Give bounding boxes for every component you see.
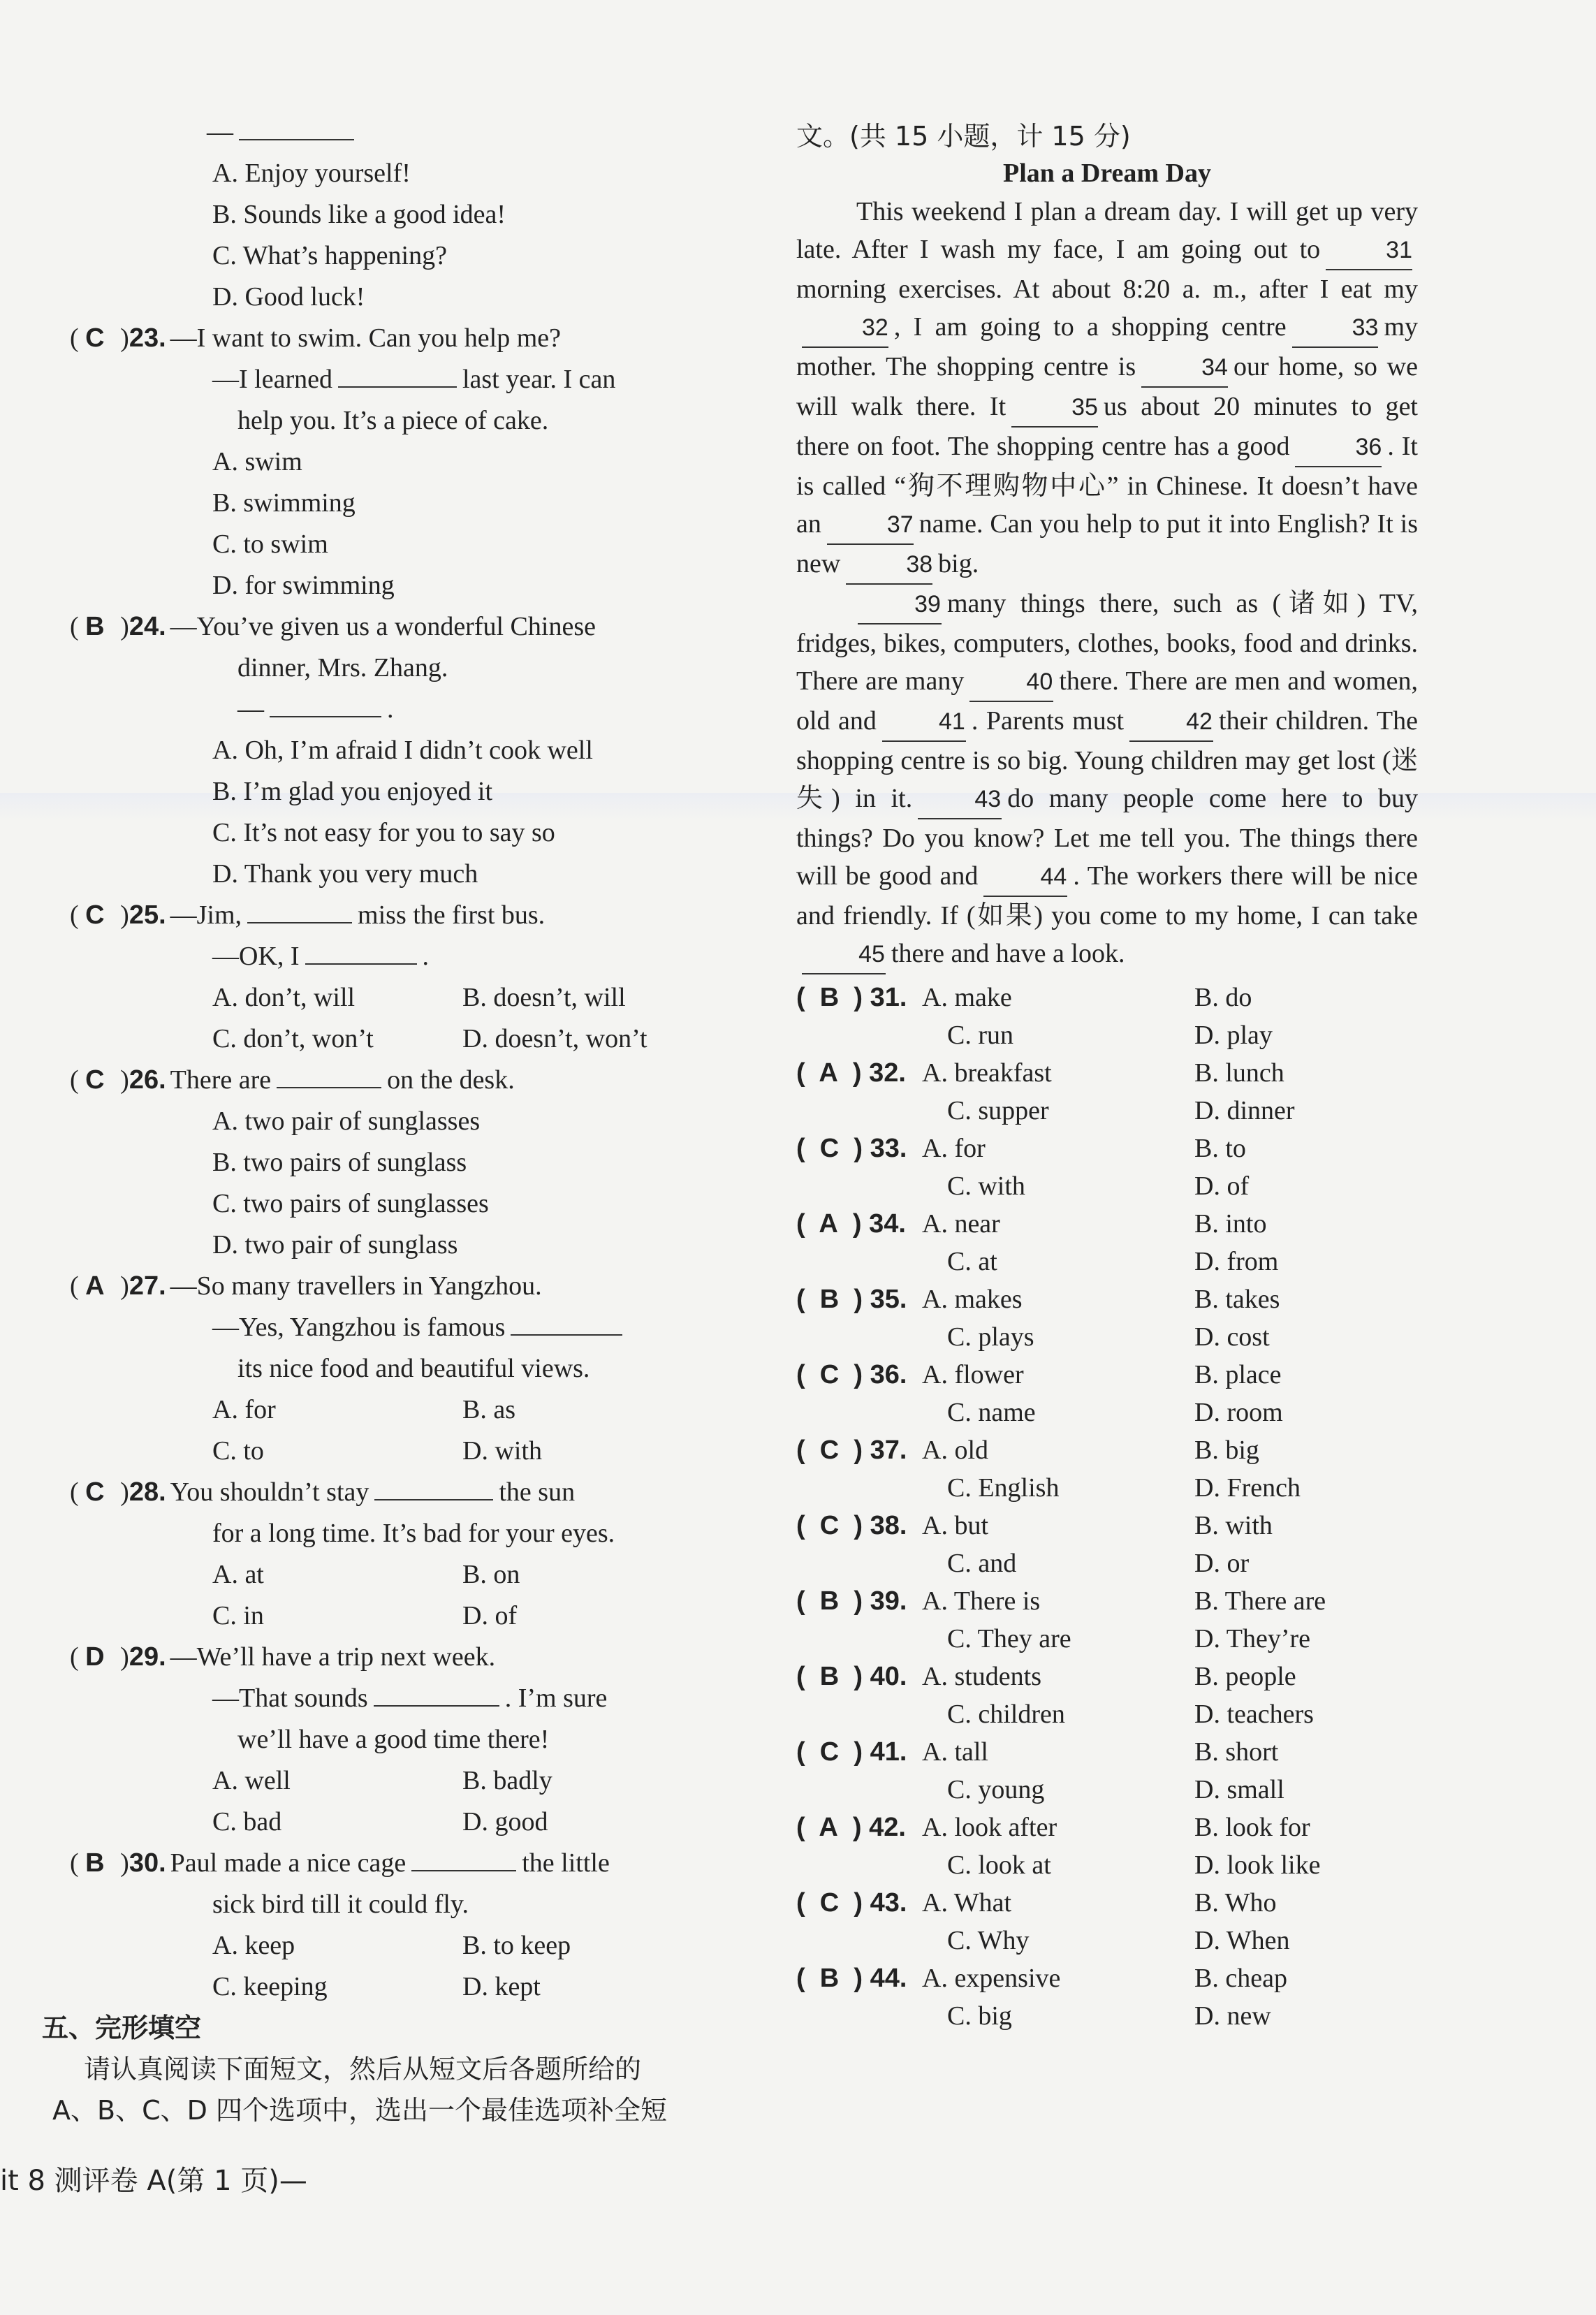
option: B. There are bbox=[1194, 1586, 1326, 1616]
answer-row bbox=[796, 1130, 1418, 1167]
page-footer: it 8 测评卷 A(第 1 页)— bbox=[0, 2165, 307, 2197]
option-row bbox=[70, 1966, 712, 2008]
question-26: ( C )26. There are on the desk. bbox=[70, 1060, 712, 1101]
option: C. to bbox=[212, 1436, 264, 1466]
answer-row bbox=[796, 1318, 1418, 1356]
question-text: the little bbox=[522, 1848, 610, 1878]
option-row bbox=[70, 1018, 712, 1060]
passage-paragraph-1 bbox=[796, 193, 1418, 585]
cloze-blank: 31 bbox=[1326, 231, 1412, 270]
question-text bbox=[70, 359, 712, 400]
cloze-blank: 36 bbox=[1295, 428, 1382, 467]
question-text: —I want to swim. Can you help me? bbox=[170, 323, 561, 353]
passage-text: . It is called “狗不理购物中心” in Chinese. It doesn’t have an bbox=[796, 432, 1418, 539]
answer-row bbox=[796, 1167, 1418, 1205]
option: C. They are bbox=[947, 1624, 1071, 1653]
question-text-part: —That sounds bbox=[212, 1684, 368, 1713]
option: A. breakfast bbox=[922, 1058, 1052, 1088]
answer-mark: ( B ) 39. bbox=[796, 1586, 907, 1616]
option: C. bad bbox=[212, 1807, 282, 1836]
spacer bbox=[796, 1771, 947, 1809]
question-number: 29. bbox=[129, 1642, 166, 1672]
option: D. Thank you very much bbox=[212, 859, 478, 889]
question-text: dinner, Mrs. Zhang. bbox=[237, 653, 448, 682]
answer-mark: ( B ) 44. bbox=[796, 1964, 907, 1993]
spacer bbox=[796, 1394, 947, 1431]
question-number: 26. bbox=[129, 1065, 166, 1095]
option: D. good bbox=[462, 1807, 548, 1836]
passage-text: there. There are men and women, old and bbox=[796, 666, 1418, 736]
option: C. It’s not easy for you to say so bbox=[212, 818, 555, 847]
answer-row bbox=[796, 1846, 1418, 1884]
answer-mark: ( A ) 42. bbox=[796, 1813, 906, 1842]
option: B. I’m glad you enjoyed it bbox=[212, 777, 493, 806]
question-text: we’ll have a good time there! bbox=[237, 1725, 550, 1754]
option: A. There is bbox=[922, 1586, 1041, 1616]
question-text: Paul made a nice cage bbox=[170, 1848, 407, 1878]
option: D. for swimming bbox=[212, 571, 395, 600]
option: D. with bbox=[462, 1436, 542, 1466]
option: B. short bbox=[1194, 1737, 1279, 1767]
passage-text: their children. The shopping centre is so big. Young children may get lost (迷失) in it. bbox=[796, 706, 1418, 813]
cloze-blank: 39 bbox=[858, 585, 942, 625]
option: D. of bbox=[462, 1601, 518, 1630]
answer-mark: ( C ) 37. bbox=[796, 1436, 907, 1465]
option: A. for bbox=[922, 1134, 986, 1163]
answer-row bbox=[796, 1922, 1418, 1959]
answer-mark: D bbox=[85, 1642, 109, 1672]
question-text: help you. It’s a piece of cake. bbox=[237, 406, 549, 435]
option: D. teachers bbox=[1194, 1700, 1314, 1729]
option: A. well bbox=[212, 1766, 291, 1795]
question-number: 30. bbox=[129, 1848, 166, 1878]
question-23: ( C )23. —I want to swim. Can you help me? bbox=[70, 318, 712, 359]
spacer bbox=[796, 1695, 947, 1733]
question-28: ( C )28. You shouldn’t stay the sun bbox=[70, 1472, 712, 1513]
option: C. supper bbox=[947, 1096, 1049, 1125]
answer-mark: ( B ) 31. bbox=[796, 983, 907, 1012]
answer-mark: ( C ) 41. bbox=[796, 1737, 907, 1767]
question-text-part: . I’m sure bbox=[504, 1684, 608, 1713]
answer-row bbox=[796, 1469, 1418, 1507]
option: A. expensive bbox=[922, 1964, 1061, 1993]
option: B. people bbox=[1194, 1662, 1296, 1691]
passage-text: big. bbox=[938, 549, 979, 578]
answer-row bbox=[796, 1733, 1418, 1771]
question-text: for a long time. It’s bad for your eyes. bbox=[212, 1519, 615, 1548]
answer-mark: B bbox=[85, 612, 109, 641]
section-title: 五、完形填空 bbox=[42, 2013, 202, 2043]
option: C. in bbox=[212, 1601, 264, 1630]
cloze-blank: 40 bbox=[969, 663, 1053, 702]
spacer bbox=[796, 1092, 947, 1130]
question-text-part: —OK, I bbox=[212, 942, 300, 971]
option: A. keep bbox=[212, 1931, 295, 1960]
answer-mark: ( C ) 43. bbox=[796, 1888, 907, 1918]
cloze-blank: 33 bbox=[1292, 309, 1379, 348]
answer-mark: C bbox=[85, 1477, 109, 1507]
answer-mark: ( B ) 40. bbox=[796, 1662, 907, 1691]
right-column bbox=[796, 119, 1418, 2035]
option: D. room bbox=[1194, 1398, 1283, 1427]
option: B. big bbox=[1194, 1436, 1259, 1465]
answer-row bbox=[796, 1394, 1418, 1431]
answer-row bbox=[796, 1205, 1418, 1243]
answer-row bbox=[796, 1054, 1418, 1092]
question-text: —We’ll have a trip next week. bbox=[170, 1642, 496, 1672]
option: A. Oh, I’m afraid I didn’t cook well bbox=[212, 736, 593, 765]
option: B. on bbox=[462, 1560, 520, 1589]
passage-title: Plan a Dream Day bbox=[1003, 159, 1211, 188]
instructions: A、B、C、D 四个选项中，选出一个最佳选项补全短 bbox=[52, 2095, 667, 2126]
q22-answer-blank: — bbox=[70, 112, 712, 153]
option: A. don’t, will bbox=[212, 983, 356, 1012]
answer-mark: ( C ) 36. bbox=[796, 1360, 907, 1389]
cloze-blank: 38 bbox=[846, 546, 932, 585]
question-text: —OK, I . bbox=[70, 936, 712, 977]
question-text: its nice food and beautiful views. bbox=[237, 1354, 590, 1383]
cloze-blank: 42 bbox=[1129, 703, 1213, 742]
option-row bbox=[70, 1760, 712, 1802]
option: B. into bbox=[1194, 1209, 1267, 1239]
option: B. lunch bbox=[1194, 1058, 1284, 1088]
instructions: 请认真阅读下面短文，然后从短文后各题所给的 bbox=[84, 2054, 642, 2084]
passage-text: This weekend I plan a dream day. I will get up very late. After I wash my face, I am going out to bbox=[796, 197, 1418, 264]
spacer bbox=[796, 1469, 947, 1507]
spacer bbox=[796, 1922, 947, 1959]
option: D. of bbox=[1194, 1171, 1250, 1201]
option: C. run bbox=[947, 1021, 1013, 1050]
option: C. to swim bbox=[212, 530, 328, 559]
option: D. kept bbox=[462, 1972, 541, 2001]
option: B. swimming bbox=[212, 488, 356, 518]
answer-row bbox=[796, 1809, 1418, 1846]
q22-option: B. Sounds like a good idea! bbox=[212, 200, 506, 229]
option: C. and bbox=[947, 1549, 1017, 1578]
option: B. do bbox=[1194, 983, 1252, 1012]
question-25: ( C )25. —Jim, miss the first bus. bbox=[70, 895, 712, 936]
cloze-blank: 37 bbox=[827, 506, 914, 545]
option-row bbox=[70, 1554, 712, 1595]
answers-container bbox=[796, 979, 1418, 2035]
question-text bbox=[70, 1678, 712, 1719]
cloze-blank: 34 bbox=[1141, 349, 1228, 388]
answer-row bbox=[796, 1280, 1418, 1318]
question-number: 24. bbox=[129, 612, 166, 641]
option-row bbox=[70, 1925, 712, 1966]
option: C. two pairs of sunglasses bbox=[212, 1189, 489, 1218]
option: C. don’t, won’t bbox=[212, 1024, 374, 1053]
option: C. look at bbox=[947, 1850, 1051, 1880]
question-text-part: —Yes, Yangzhou is famous bbox=[212, 1313, 506, 1342]
answer-mark: ( C ) 38. bbox=[796, 1511, 907, 1540]
option: D. from bbox=[1194, 1247, 1279, 1276]
question-number: 27. bbox=[129, 1271, 166, 1301]
spacer bbox=[796, 1318, 947, 1356]
option: B. takes bbox=[1194, 1285, 1280, 1314]
question-24: ( B )24. —You’ve given us a wonderful Chinese bbox=[70, 606, 712, 648]
option: B. with bbox=[1194, 1511, 1273, 1540]
answer-row bbox=[796, 1771, 1418, 1809]
option: A. flower bbox=[922, 1360, 1024, 1389]
option: C. children bbox=[947, 1700, 1065, 1729]
answer-list bbox=[796, 979, 1418, 2035]
question-text bbox=[70, 1307, 712, 1348]
question-text: —You’ve given us a wonderful Chinese bbox=[170, 612, 596, 641]
option: C. with bbox=[947, 1171, 1025, 1201]
cloze-blank: 32 bbox=[802, 309, 888, 348]
q22-option: C. What’s happening? bbox=[212, 241, 447, 270]
question-number: 28. bbox=[129, 1477, 166, 1507]
passage-paragraph-2 bbox=[796, 585, 1418, 974]
option: D. small bbox=[1194, 1775, 1284, 1804]
option: A. old bbox=[922, 1436, 988, 1465]
answer-mark: C bbox=[85, 323, 109, 353]
passage-text: . Parents must bbox=[971, 706, 1125, 736]
passage-text: my mother. The shopping centre is bbox=[796, 312, 1418, 381]
option: A. near bbox=[922, 1209, 1000, 1239]
option: B. doesn’t, will bbox=[462, 983, 626, 1012]
option: B. cheap bbox=[1194, 1964, 1287, 1993]
option: D. new bbox=[1194, 2001, 1271, 2031]
answer-mark: A bbox=[85, 1271, 109, 1301]
answer-row bbox=[796, 1092, 1418, 1130]
option: C. Why bbox=[947, 1926, 1030, 1955]
option: D. look like bbox=[1194, 1850, 1321, 1880]
question-text: the sun bbox=[499, 1477, 576, 1507]
question-text-part: —I learned bbox=[212, 365, 332, 394]
q22-option: D. Good luck! bbox=[212, 282, 365, 312]
option: C. English bbox=[947, 1473, 1060, 1503]
instructions-tail: 文。(共 15 小题，计 15 分) bbox=[796, 121, 1131, 152]
option: B. place bbox=[1194, 1360, 1282, 1389]
option: A. but bbox=[922, 1511, 988, 1540]
question-text: You shouldn’t stay bbox=[170, 1477, 369, 1507]
option: B. Who bbox=[1194, 1888, 1277, 1918]
question-text-part: last year. I can bbox=[462, 365, 616, 394]
option: A. makes bbox=[922, 1285, 1023, 1314]
option-row bbox=[70, 1595, 712, 1637]
answer-row bbox=[796, 1582, 1418, 1620]
answer-row bbox=[796, 1507, 1418, 1544]
passage-text: , I am going to a shopping centre bbox=[893, 312, 1287, 342]
answer-mark: ( A ) 34. bbox=[796, 1209, 906, 1239]
passage-text: there and have a look. bbox=[891, 939, 1125, 968]
passage-text: us about 20 minutes to get there on foot. The shopping centre has a good bbox=[796, 392, 1418, 461]
question-27: ( A )27. —So many travellers in Yangzhou. bbox=[70, 1266, 712, 1307]
question-text: —Jim, bbox=[170, 900, 242, 930]
option: D. When bbox=[1194, 1926, 1290, 1955]
passage-text: many things there, such as (诸如) TV, fridges, bikes, computers, clothes, books, food and drinks. There are many bbox=[796, 589, 1418, 696]
option: B. look for bbox=[1194, 1813, 1310, 1842]
spacer bbox=[796, 1846, 947, 1884]
answer-row bbox=[796, 1620, 1418, 1658]
question-text: —So many travellers in Yangzhou. bbox=[170, 1271, 542, 1301]
option: C. name bbox=[947, 1398, 1036, 1427]
cloze-blank: 41 bbox=[882, 703, 966, 742]
option: D. play bbox=[1194, 1021, 1273, 1050]
question-text: miss the first bus. bbox=[358, 900, 546, 930]
question-number: 25. bbox=[129, 900, 166, 930]
left-column bbox=[42, 112, 712, 2131]
option: A. students bbox=[922, 1662, 1041, 1691]
question-30: ( B )30. Paul made a nice cage the little bbox=[70, 1843, 712, 1884]
option: A. tall bbox=[922, 1737, 988, 1767]
option-row bbox=[70, 1431, 712, 1472]
option: D. French bbox=[1194, 1473, 1301, 1503]
option: A. look after bbox=[922, 1813, 1057, 1842]
cloze-blank: 43 bbox=[918, 780, 1002, 819]
spacer bbox=[796, 1620, 947, 1658]
passage-text: our home, so we will walk there. It bbox=[796, 352, 1418, 421]
spacer bbox=[796, 1016, 947, 1054]
answer-row bbox=[796, 1658, 1418, 1695]
answer-blank: — . bbox=[70, 689, 712, 730]
option: C. keeping bbox=[212, 1972, 328, 2001]
option: C. plays bbox=[947, 1322, 1034, 1352]
spacer bbox=[796, 1243, 947, 1280]
passage-text: morning exercises. At about 8:20 a. m., after I eat my bbox=[796, 275, 1418, 304]
option: D. doesn’t, won’t bbox=[462, 1024, 647, 1053]
answer-row bbox=[796, 979, 1418, 1016]
option-row bbox=[70, 1802, 712, 1843]
answer-row bbox=[796, 1884, 1418, 1922]
answer-row bbox=[796, 1016, 1418, 1054]
option: B. as bbox=[462, 1395, 515, 1424]
cloze-blank: 45 bbox=[802, 935, 886, 974]
option: C. at bbox=[947, 1247, 997, 1276]
option: A. What bbox=[922, 1888, 1012, 1918]
option: B. to bbox=[1194, 1134, 1246, 1163]
answer-row bbox=[796, 1243, 1418, 1280]
answer-mark: ( A ) 32. bbox=[796, 1058, 906, 1088]
spacer bbox=[796, 1544, 947, 1582]
option: D. two pair of sunglass bbox=[212, 1230, 458, 1259]
option: B. two pairs of sunglass bbox=[212, 1148, 467, 1177]
answer-row bbox=[796, 1544, 1418, 1582]
option: A. two pair of sunglasses bbox=[212, 1107, 481, 1136]
passage-text: . The workers there will be nice and friendly. If (如果) you come to my home, I can take bbox=[796, 861, 1418, 930]
question-text: on the desk. bbox=[387, 1065, 515, 1095]
question-29: ( D )29. —We’ll have a trip next week. bbox=[70, 1637, 712, 1678]
answer-row bbox=[796, 1431, 1418, 1469]
answer-row bbox=[796, 1997, 1418, 2035]
option: A. swim bbox=[212, 447, 302, 476]
q22-option: A. Enjoy yourself! bbox=[212, 159, 411, 188]
option: D. They’re bbox=[1194, 1624, 1311, 1653]
option-row bbox=[70, 1389, 712, 1431]
option: B. to keep bbox=[462, 1931, 571, 1960]
option: C. big bbox=[947, 2001, 1012, 2031]
spacer bbox=[796, 1997, 947, 2035]
answer-mark: B bbox=[85, 1848, 109, 1878]
answer-row bbox=[796, 1959, 1418, 1997]
spacer bbox=[796, 1167, 947, 1205]
answer-mark: ( C ) 33. bbox=[796, 1134, 907, 1163]
answer-row bbox=[796, 1695, 1418, 1733]
option: A. make bbox=[922, 983, 1012, 1012]
option: B. badly bbox=[462, 1766, 552, 1795]
option: D. cost bbox=[1194, 1322, 1270, 1352]
answer-mark: C bbox=[85, 1065, 109, 1095]
question-text: There are bbox=[170, 1065, 272, 1095]
passage-text: name. Can you help to put it into English? It is new bbox=[796, 509, 1418, 578]
answer-mark: ( B ) 35. bbox=[796, 1285, 907, 1314]
option: A. at bbox=[212, 1560, 264, 1589]
question-number: 23. bbox=[129, 323, 166, 353]
cloze-blank: 44 bbox=[983, 858, 1067, 897]
option: D. dinner bbox=[1194, 1096, 1295, 1125]
question-text: sick bird till it could fly. bbox=[212, 1890, 469, 1919]
answer-mark: C bbox=[85, 900, 109, 930]
option: C. young bbox=[947, 1775, 1045, 1804]
option: D. or bbox=[1194, 1549, 1250, 1578]
answer-row bbox=[796, 1356, 1418, 1394]
option-row bbox=[70, 977, 712, 1018]
passage-text: do many people come here to buy things? Do you know? Let me tell you. The things there will be good and bbox=[796, 784, 1418, 891]
cloze-blank: 35 bbox=[1011, 388, 1098, 428]
option: A. for bbox=[212, 1395, 276, 1424]
